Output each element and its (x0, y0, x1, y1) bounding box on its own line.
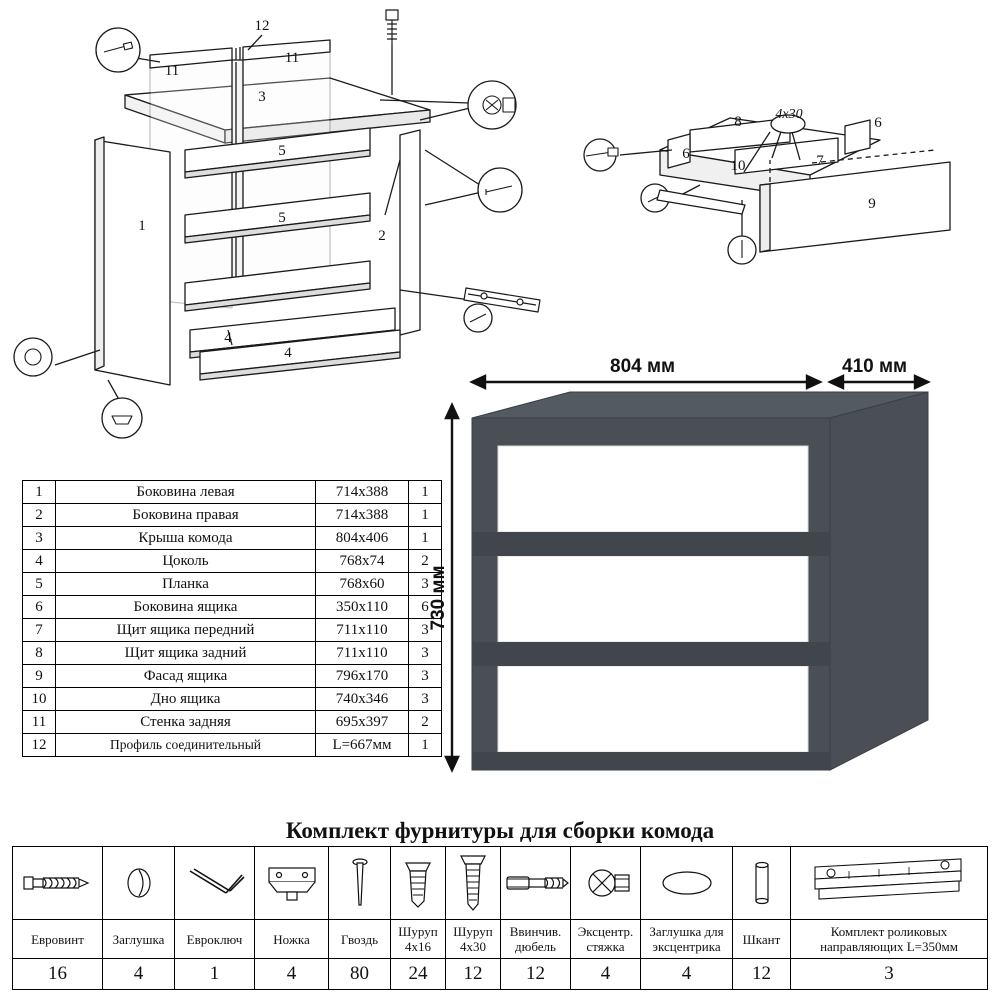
part-dimension: 768x74 (316, 550, 409, 573)
depth-dimension-label: 410 мм (842, 356, 908, 377)
part-quantity: 1 (409, 504, 442, 527)
hardware-count: 4 (641, 959, 733, 990)
part-number: 9 (23, 665, 56, 688)
part-quantity: 3 (409, 573, 442, 596)
hardware-section-title: Комплект фурнитуры для сборки комода (285, 818, 715, 843)
svg-text:7: 7 (816, 153, 824, 169)
svg-text:9: 9 (868, 196, 876, 212)
part-name: Щит ящика передний (56, 619, 316, 642)
table-row (23, 550, 442, 573)
svg-text:4: 4 (284, 345, 292, 361)
table-row (23, 665, 442, 688)
euro-screw-icon (13, 847, 103, 920)
hardware-name: Шуруп 4х30 (446, 920, 501, 959)
part-quantity: 3 (409, 665, 442, 688)
table-row (23, 711, 442, 734)
part-quantity: 3 (409, 688, 442, 711)
svg-text:5: 5 (278, 210, 286, 226)
part-name: Цоколь (56, 550, 316, 573)
hardware-count: 12 (446, 959, 501, 990)
table-row (23, 481, 442, 504)
table-row (23, 642, 442, 665)
hardware-count: 4 (255, 959, 329, 990)
part-quantity: 1 (409, 481, 442, 504)
part-quantity: 1 (409, 527, 442, 550)
hardware-name: Эксцентр. стяжка (571, 920, 641, 959)
hardware-name: Евроключ (175, 920, 255, 959)
screw-4x16-icon (391, 847, 446, 920)
svg-text:2: 2 (378, 228, 386, 244)
cam-lock-icon (571, 847, 641, 920)
foot-icon (255, 847, 329, 920)
part-name: Крыша комода (56, 527, 316, 550)
part-dimension: 796x170 (316, 665, 409, 688)
svg-text:5: 5 (278, 143, 286, 159)
hardware-name: Шуруп 4х16 (391, 920, 446, 959)
cam-cap-icon (641, 847, 733, 920)
cap-icon (103, 847, 175, 920)
allen-key-icon (175, 847, 255, 920)
svg-text:1: 1 (138, 218, 146, 234)
hardware-name: Гвоздь (329, 920, 391, 959)
svg-text:11: 11 (164, 63, 180, 79)
part-number: 3 (23, 527, 56, 550)
hardware-count: 16 (13, 959, 103, 990)
part-dimension: 714x388 (316, 481, 409, 504)
part-quantity: 2 (409, 550, 442, 573)
part-name: Щит ящика задний (56, 642, 316, 665)
part-quantity: 3 (409, 642, 442, 665)
table-row (23, 734, 442, 757)
part-dimension: 695x397 (316, 711, 409, 734)
part-number: 7 (23, 619, 56, 642)
svg-text:3: 3 (258, 89, 266, 105)
part-dimension: 768x60 (316, 573, 409, 596)
hardware-count: 4 (103, 959, 175, 990)
dowel-screw-icon (501, 847, 571, 920)
table-row (23, 596, 442, 619)
drawer-front-3 (498, 666, 808, 752)
part-number: 8 (23, 642, 56, 665)
svg-text:12: 12 (254, 18, 270, 34)
hardware-name: Евровинт (13, 920, 103, 959)
part-number: 6 (23, 596, 56, 619)
hardware-count: 12 (733, 959, 791, 990)
hardware-count: 1 (175, 959, 255, 990)
part-name: Планка (56, 573, 316, 596)
table-row (23, 504, 442, 527)
table-row (23, 619, 442, 642)
part-dimension: 711x110 (316, 642, 409, 665)
drawer-front-1 (498, 446, 808, 532)
part-number: 5 (23, 573, 56, 596)
hardware-name: Шкант (733, 920, 791, 959)
table-row (23, 573, 442, 596)
nail-icon (329, 847, 391, 920)
part-number: 1 (23, 481, 56, 504)
svg-text:10: 10 (730, 158, 746, 174)
part-quantity: 1 (409, 734, 442, 757)
part-dimension: 711x110 (316, 619, 409, 642)
hardware-kit-table (12, 846, 988, 990)
part-name: Фасад ящика (56, 665, 316, 688)
screw-4x30-icon (446, 847, 501, 920)
table-row (23, 527, 442, 550)
part-dimension: 804x406 (316, 527, 409, 550)
svg-text:4х30: 4х30 (775, 107, 803, 122)
height-dimension-label: 730 мм (430, 565, 449, 631)
part-number: 2 (23, 504, 56, 527)
hardware-name: Ввинчив. дюбель (501, 920, 571, 959)
part-name: Профиль соединительный (56, 734, 316, 757)
part-name: Боковина левая (56, 481, 316, 504)
hardware-name: Заглушка для эксцентрика (641, 920, 733, 959)
part-quantity: 6 (409, 596, 442, 619)
part-dimension: 740x346 (316, 688, 409, 711)
width-dimension-label: 804 мм (610, 356, 676, 377)
hardware-count: 12 (501, 959, 571, 990)
drawer-slide-icon (791, 847, 988, 920)
hardware-name: Ножка (255, 920, 329, 959)
product-dimension-figure (430, 350, 990, 820)
part-name: Боковина правая (56, 504, 316, 527)
part-number: 11 (23, 711, 56, 734)
part-name: Боковина ящика (56, 596, 316, 619)
svg-text:8: 8 (734, 114, 742, 130)
part-dimension: 714x388 (316, 504, 409, 527)
hardware-name: Заглушка (103, 920, 175, 959)
hardware-count: 80 (329, 959, 391, 990)
parts-list-table (22, 480, 442, 757)
part-name: Стенка задняя (56, 711, 316, 734)
svg-text:6: 6 (682, 146, 690, 162)
hardware-count: 24 (391, 959, 446, 990)
part-number: 12 (23, 734, 56, 757)
svg-text:6: 6 (874, 115, 882, 131)
part-dimension: L=667мм (316, 734, 409, 757)
wooden-dowel-icon (733, 847, 791, 920)
hardware-count: 3 (791, 959, 988, 990)
part-dimension: 350x110 (316, 596, 409, 619)
hardware-count: 4 (571, 959, 641, 990)
table-row (23, 688, 442, 711)
part-number: 4 (23, 550, 56, 573)
part-name: Дно ящика (56, 688, 316, 711)
hardware-name: Комплект роликовых направляющих L=350мм (791, 920, 988, 959)
part-number: 10 (23, 688, 56, 711)
svg-text:11: 11 (284, 50, 300, 66)
drawer-front-2 (498, 556, 808, 642)
part-quantity: 2 (409, 711, 442, 734)
part-quantity: 3 (409, 619, 442, 642)
svg-text:4: 4 (224, 330, 232, 346)
